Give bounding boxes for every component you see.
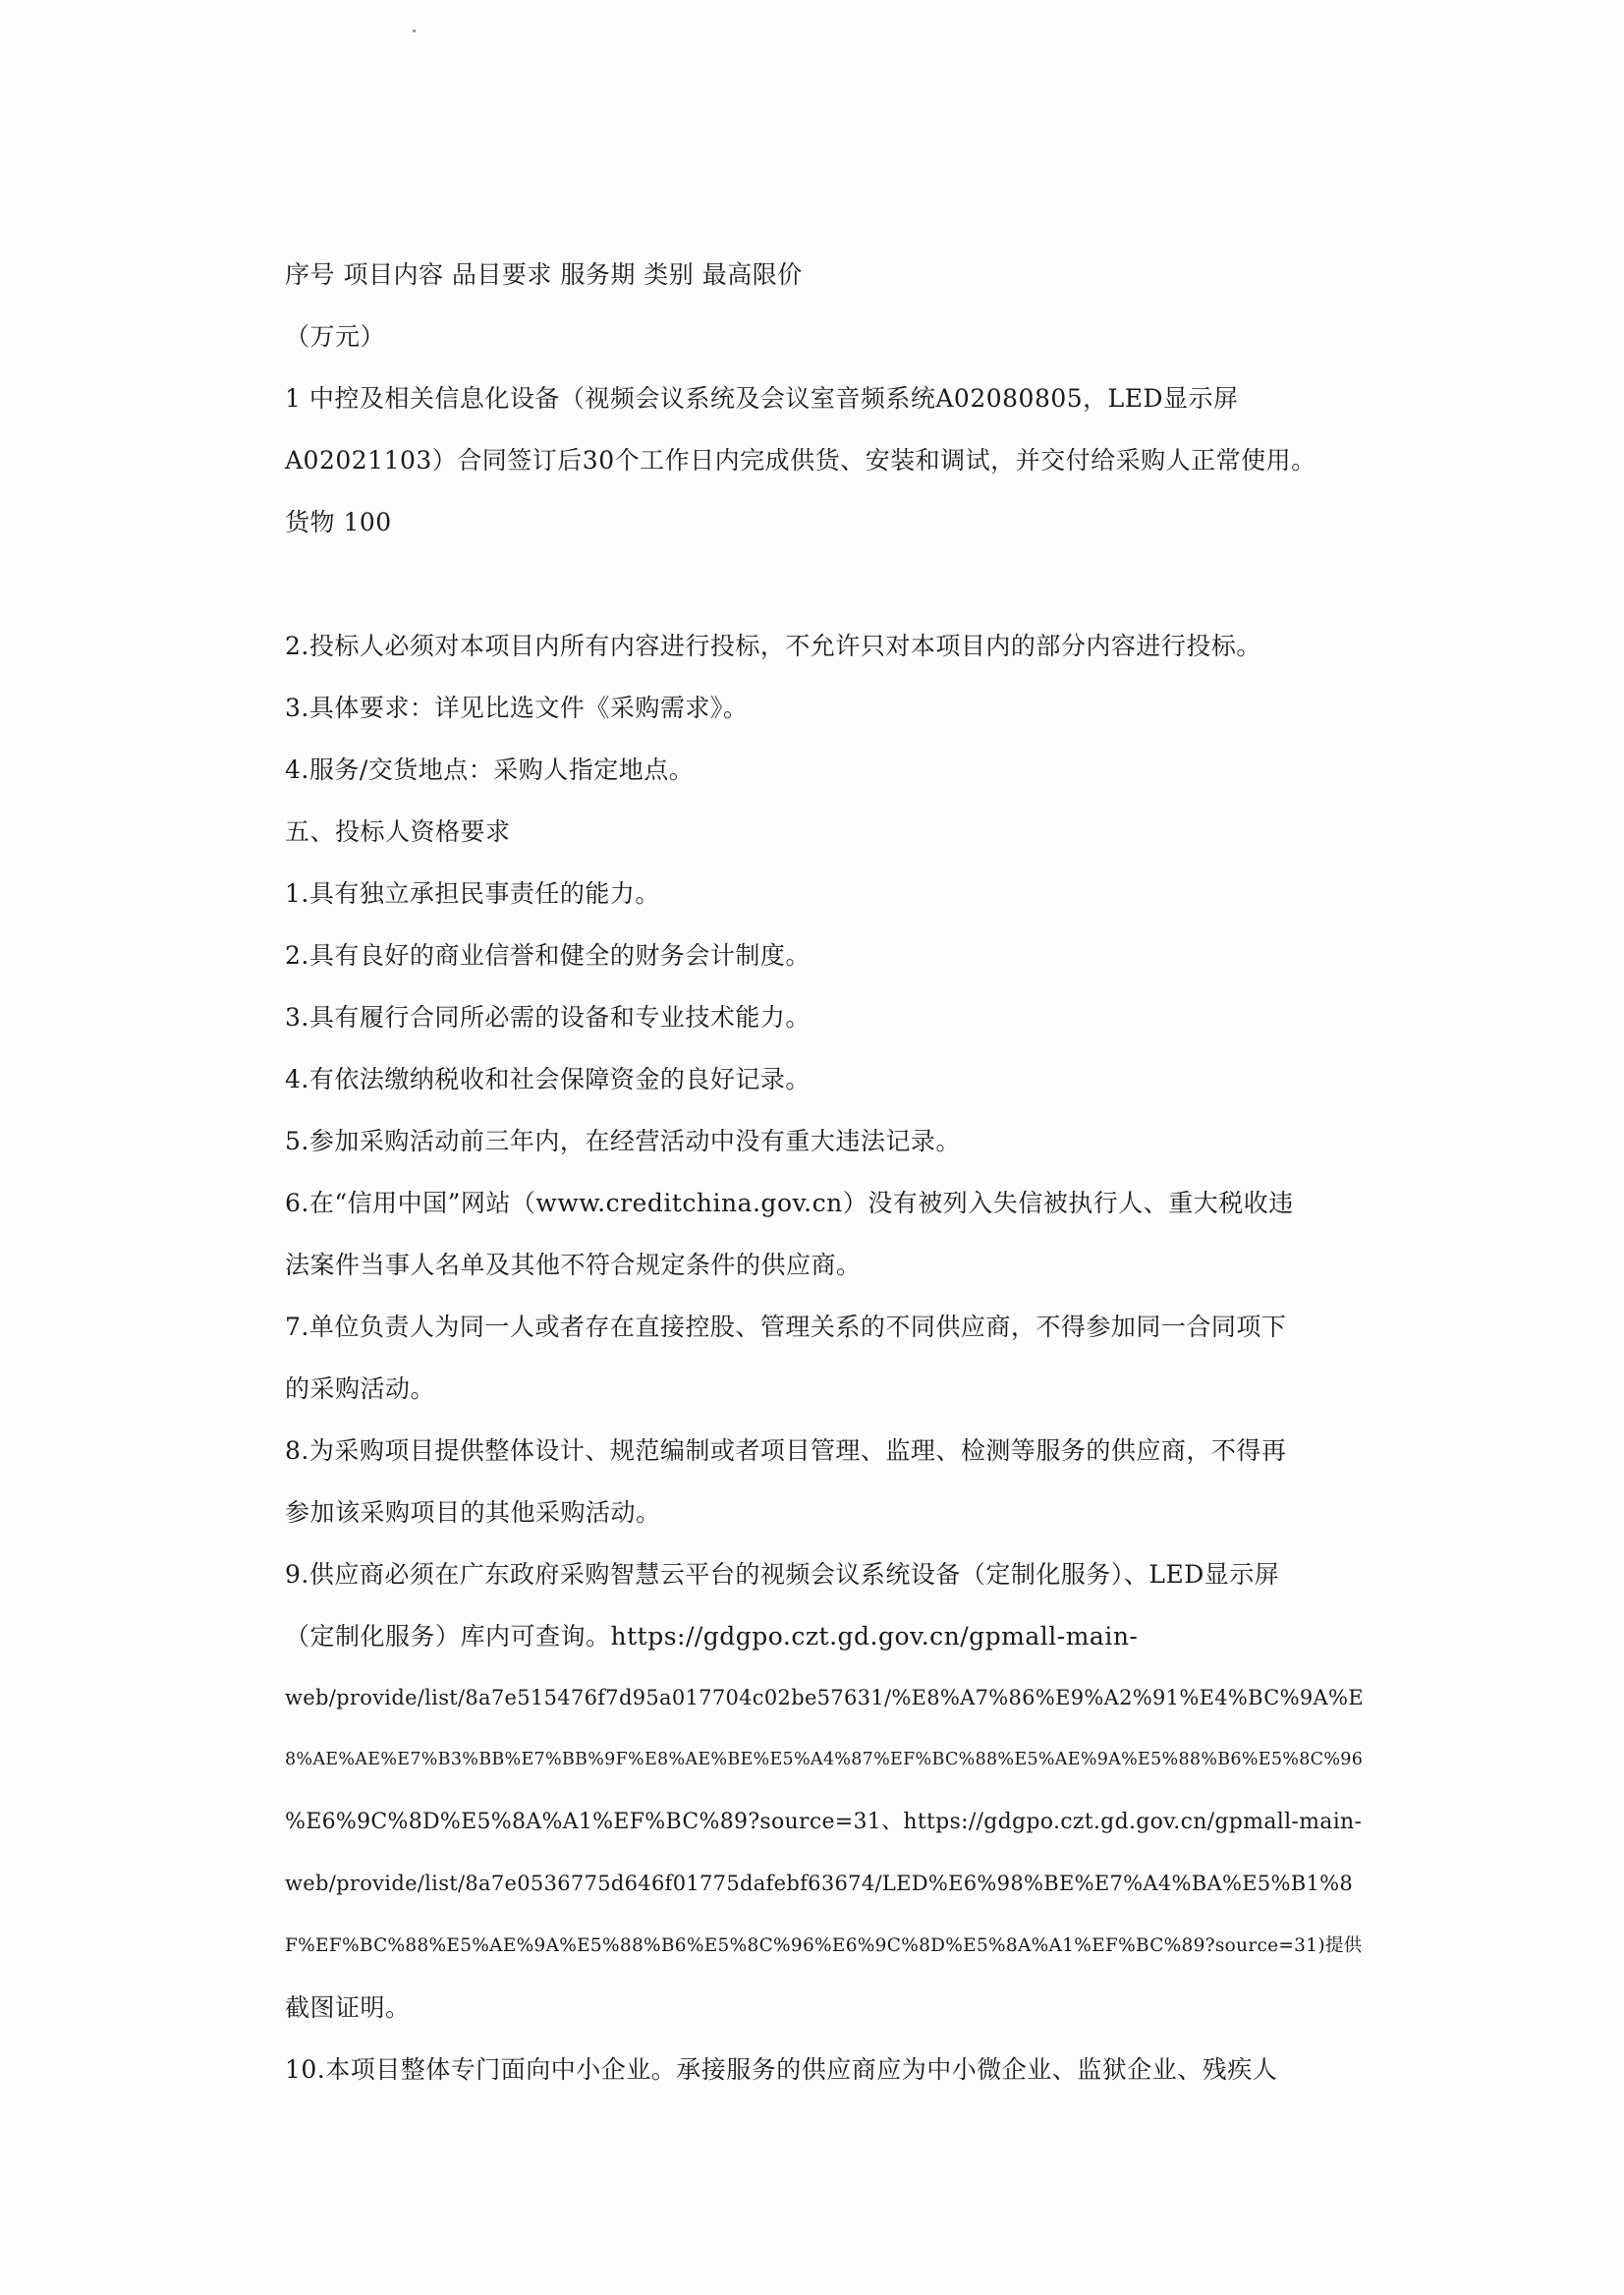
url-line: web/provide/list/8a7e0536775d646f01775dafebf63674/LED%E6%98%BE%E7%A4%BA%E5%B1%8 — [285, 1872, 1354, 1895]
document-body — [285, 244, 1375, 2100]
qualification-line: 10.本项目整体专门面向中小企业。承接服务的供应商应为中小微企业、监狱企业、残疾人 — [285, 2055, 1278, 2084]
qualification-line: 参加该采购项目的其他采购活动。 — [285, 1498, 661, 1527]
qualification-line: 截图证明。 — [285, 1993, 411, 2022]
qualification-line: 7.单位负责人为同一人或者存在直接控股、管理关系的不同供应商，不得参加同一合同项下 — [285, 1313, 1287, 1341]
url-line: 8%AE%AE%E7%B3%BB%E7%BB%9F%E8%AE%BE%E5%A4%87%EF%BC%88%E5%AE%9A%E5%88%B6%E5%8C%96 — [285, 1750, 1364, 1769]
section-title: 五、投标人资格要求 — [285, 817, 511, 846]
item-paragraph: 2.投标人必须对本项目内所有内容进行投标，不允许只对本项目内的部分内容进行投标。 — [285, 632, 1261, 660]
table-row-line: A02021103）合同签订后30个工作日内完成供货、安装和调试，并交付给采购人正常使用。 — [285, 446, 1316, 475]
table-row-line: 1 中控及相关信息化设备（视频会议系统及会议室音频系统A02080805，LED显示屏 — [285, 384, 1239, 413]
qualification-line: 6.在“信用中国”网站（www.creditchina.gov.cn）没有被列入失信被执行人、重大税收违 — [285, 1189, 1294, 1217]
qualification-line: 5.参加采购活动前三年内，在经营活动中没有重大违法记录。 — [285, 1127, 961, 1155]
qualification-line: 2.具有良好的商业信誉和健全的财务会计制度。 — [285, 941, 811, 970]
item-paragraph: 3.具体要求：详见比选文件《采购需求》。 — [285, 694, 749, 722]
table-header-line: 序号 项目内容 品目要求 服务期 类别 最高限价 — [285, 260, 803, 289]
qualification-line: 8.为采购项目提供整体设计、规范编制或者项目管理、监理、检测等服务的供应商，不得再 — [285, 1436, 1287, 1465]
qualification-line: 法案件当事人名单及其他不符合规定条件的供应商。 — [285, 1251, 862, 1279]
qualification-line: （定制化服务）库内可查询。https://gdgpo.czt.gd.gov.cn/gpmall-main- — [285, 1622, 1139, 1651]
url-line: web/provide/list/8a7e515476f7d95a017704c02be57631/%E8%A7%86%E9%A2%91%E4%BC%9A%E — [285, 1686, 1364, 1709]
url-line: %E6%9C%8D%E5%8A%A1%EF%BC%89?source=31、https://gdgpo.czt.gd.gov.cn/gpmall-main- — [285, 1810, 1363, 1834]
scan-dot — [413, 29, 416, 32]
table-header-unit: （万元） — [285, 322, 386, 351]
table-row-line: 货物 100 — [285, 508, 392, 536]
qualification-line: 的采购活动。 — [285, 1374, 436, 1403]
item-paragraph: 4.服务/交货地点：采购人指定地点。 — [285, 756, 695, 784]
qualification-line: 3.具有履行合同所必需的设备和专业技术能力。 — [285, 1003, 811, 1032]
qualification-line: 9.供应商必须在广东政府采购智慧云平台的视频会议系统设备（定制化服务）、LED显示屏 — [285, 1560, 1280, 1589]
qualification-line: 4.有依法缴纳税收和社会保障资金的良好记录。 — [285, 1065, 811, 1093]
url-line: F%EF%BC%88%E5%AE%9A%E5%88%B6%E5%8C%96%E6%9C%8D%E5%8A%A1%EF%BC%89?source=31)提供 — [285, 1935, 1363, 1956]
spacer — [285, 553, 1375, 615]
qualification-line: 1.具有独立承担民事责任的能力。 — [285, 879, 660, 908]
